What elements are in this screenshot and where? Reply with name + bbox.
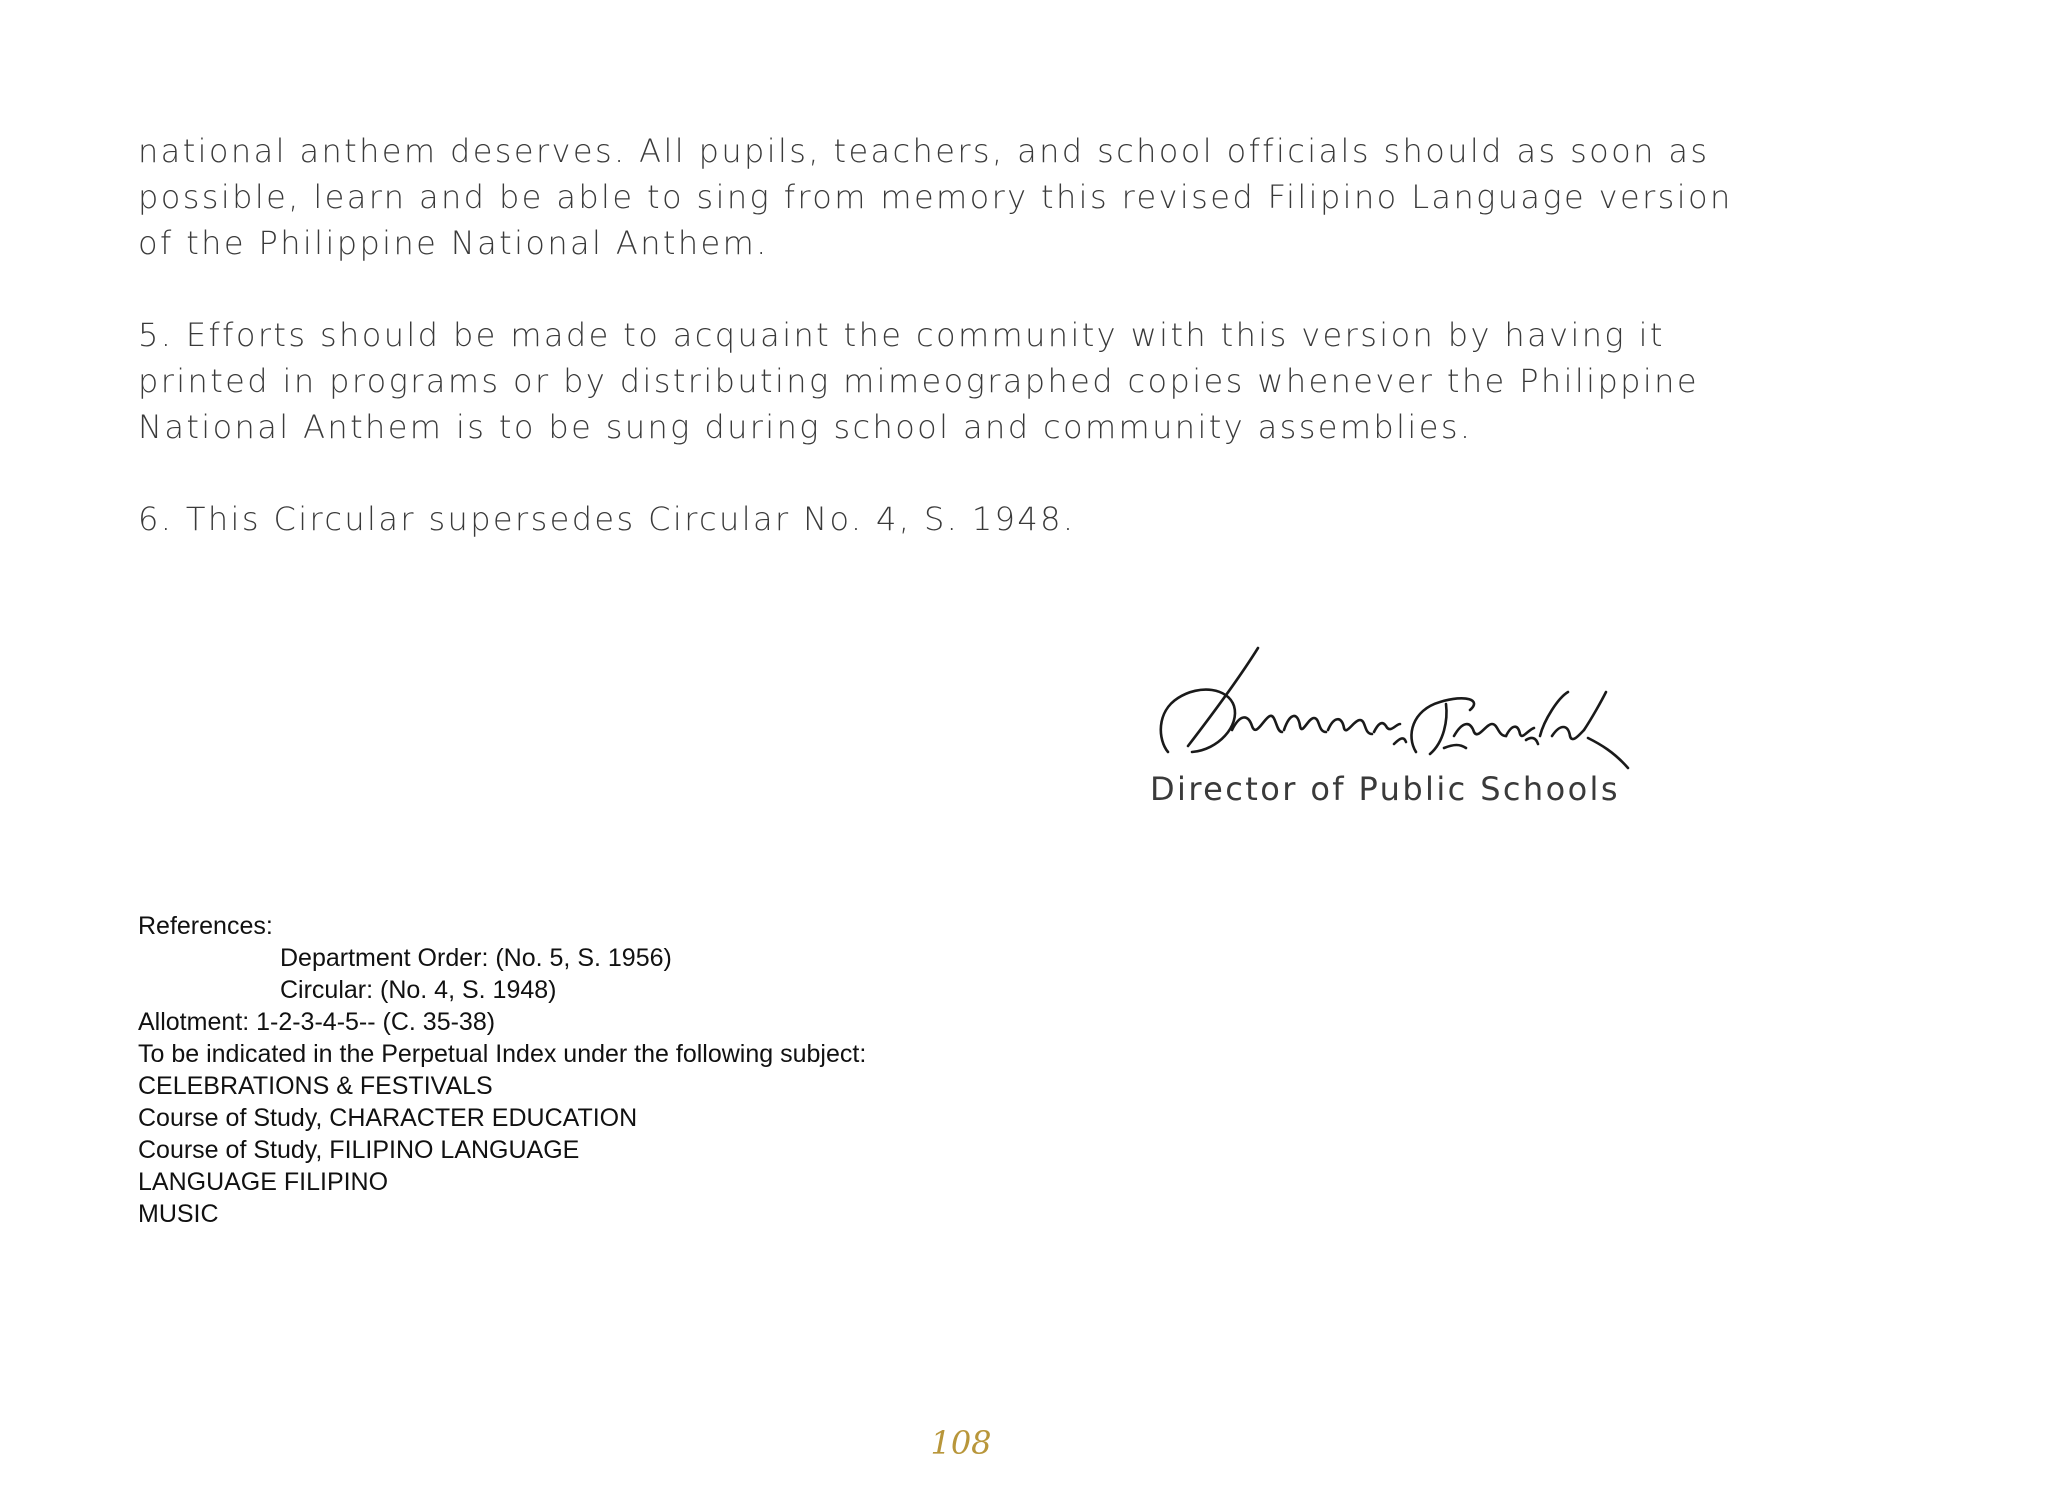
index-subject: CELEBRATIONS & FESTIVALS (138, 1072, 493, 1100)
paragraph-5-line-1: 5. Efforts should be made to acquaint the community with this version by having it (138, 316, 1665, 354)
paragraph-5-line-3: National Anthem is to be sung during school and community assemblies. (138, 408, 1473, 446)
paragraph-4-line-3: of the Philippine National Anthem. (138, 224, 769, 262)
paragraph-5-line-2: printed in programs or by distributing mimeographed copies whenever the Philippine (138, 362, 1699, 400)
reference-circular: Circular: (No. 4, S. 1948) (280, 976, 557, 1004)
allotment-line: Allotment: 1-2-3-4-5-- (C. 35-38) (138, 1008, 496, 1036)
paragraph-6-line-1: 6. This Circular supersedes Circular No. 4, S. 1948. (138, 500, 1076, 538)
paragraph-4-line-2: possible, learn and be able to sing from memory this revised Filipino Language version (138, 178, 1733, 216)
circular-body (138, 128, 1838, 542)
signatory-title: Director of Public Schools (1150, 770, 1620, 808)
index-subject: MUSIC (138, 1200, 219, 1228)
paragraph-4-line-1: national anthem deserves. All pupils, teachers, and school officials should as soon as (138, 132, 1710, 170)
paragraph-gap (138, 266, 1838, 312)
references-block (138, 910, 866, 1230)
index-subject: Course of Study, FILIPINO LANGUAGE (138, 1136, 580, 1164)
perpetual-index-note: To be indicated in the Perpetual Index under the following subject: (138, 1040, 867, 1068)
page-number: 108 (930, 1424, 992, 1462)
index-subject: LANGUAGE FILIPINO (138, 1168, 389, 1196)
reference-department-order: Department Order: (No. 5, S. 1956) (280, 944, 672, 972)
index-subject: Course of Study, CHARACTER EDUCATION (138, 1104, 638, 1132)
paragraph-gap (138, 450, 1838, 496)
references-heading: References: (138, 912, 273, 940)
handwritten-signature (1148, 640, 1638, 775)
